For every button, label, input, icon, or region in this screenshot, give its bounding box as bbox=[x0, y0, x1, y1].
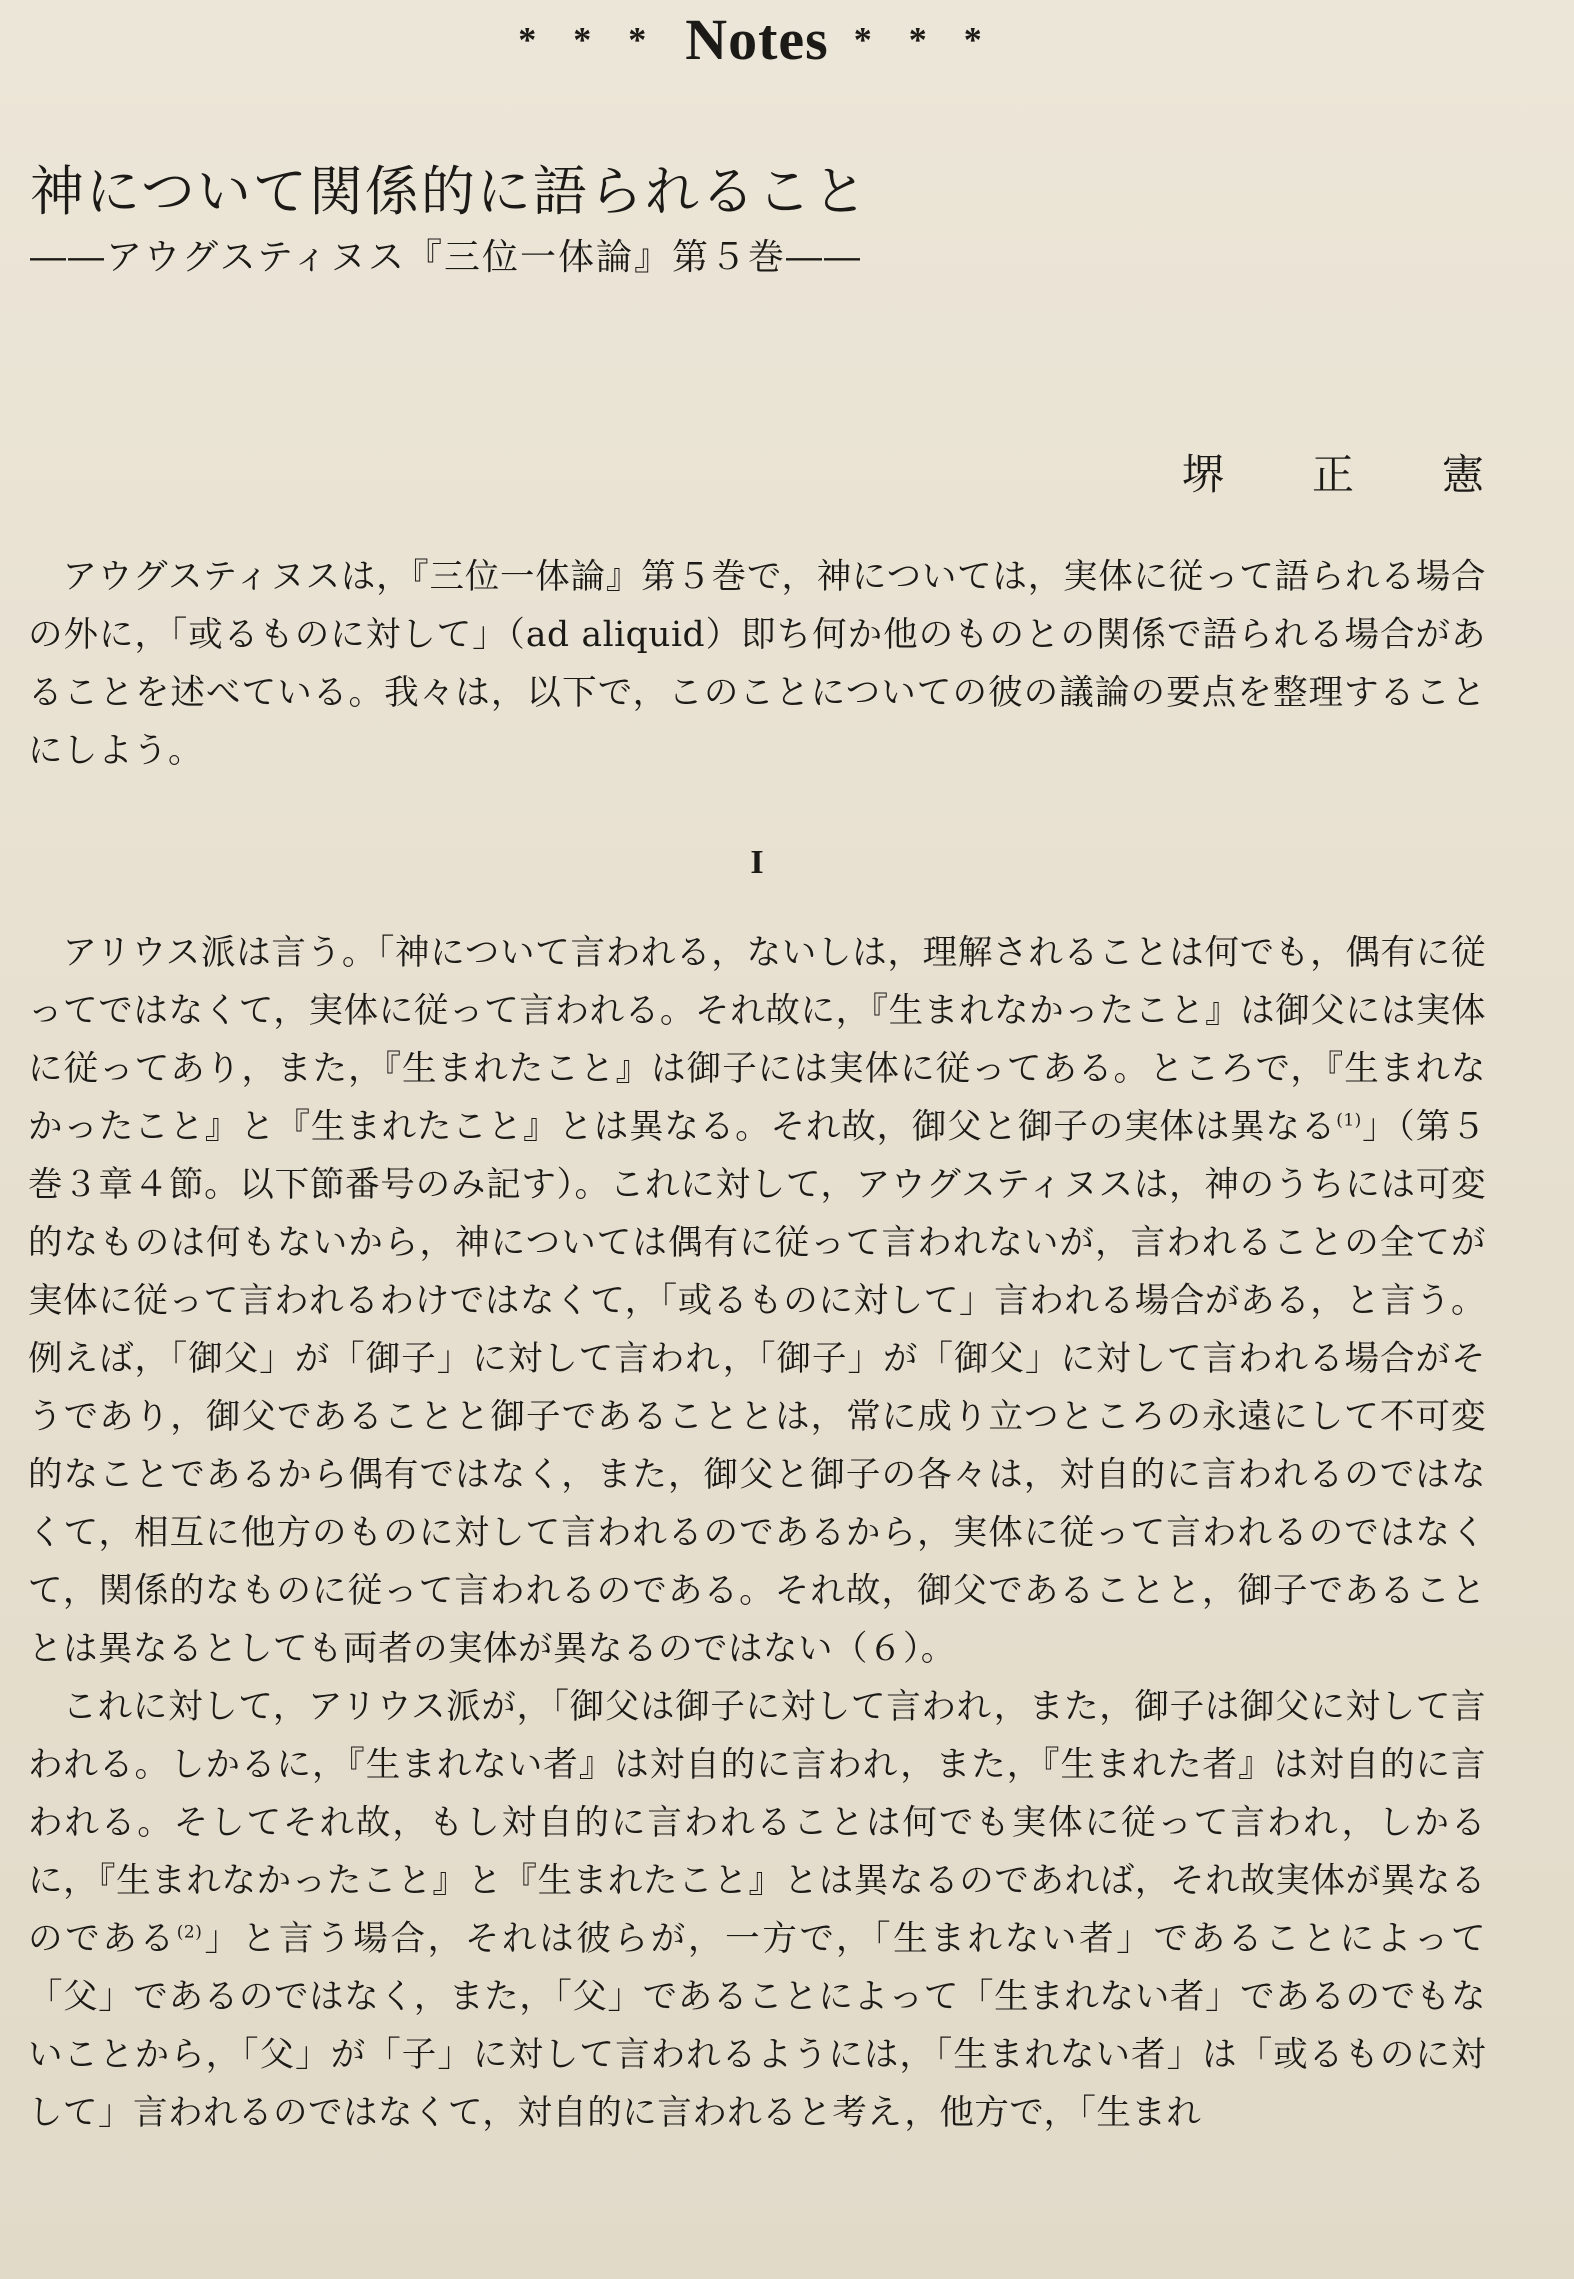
footnote-ref-1: (1) bbox=[1336, 1110, 1362, 1131]
author-name: 堺正憲 bbox=[1181, 449, 1572, 499]
paragraph-1-text-cont: 」（第５巻３章４節。以下節番号のみ記す）。これに対して，アウグスティヌスは，神のうちには可変的なものは何もないから，神については偶有に従って言われないが，言われることの全てが実体に従って言われるわけではなくて，「或るものに対して」言われる場合がある，と言う。例えば，「御父」が「御子」に対して言われ，「御子」が「御父」に対して言われる場合がそうであり，御父であることと御子であることとは，常に成り立つところの永遠にして不可変的なことであるから偶有ではなく，また，御父と御子の各々は，対自的に言われるのではなくて，相互に他方のものに対して言われるのであるから，実体に従って言われるのではなくて，関係的なものに従って言われるのである。それ故，御父であることと，御子であることとは異なるとしても両者の実体が異なるのではない（６）。 bbox=[28, 1106, 1487, 1669]
paragraph-2-text-cont: 」と言う場合，それは彼らが，一方で，「生まれない者」であることによって「父」であるのではなく，また，「父」であることによって「生まれない者」であるのでもないことから，「父」が「子」に対して言われるようには，「生まれない者」は「或るものに対して」言われるのではなくて，対自的に言われると考え，他方で，「生まれ bbox=[28, 1918, 1487, 2133]
header-stars-left: * * * bbox=[518, 19, 661, 60]
section-heading: I bbox=[750, 843, 764, 881]
footnote-ref-2: (2) bbox=[176, 1922, 203, 1943]
intro-paragraph: アウグスティヌスは，『三位一体論』第５巻で，神については，実体に従って語られる場合の外に，「或るものに対して」（ad aliquid）即ち何か他のものとの関係で語られる場合があることを述べている。我々は，以下で，このことについての彼の議論の要点を整理することにしよう。 bbox=[28, 556, 1486, 771]
paragraph-2-text: これに対して，アリウス派が，「御父は御子に対して言われ，また，御子は御父に対して言われる。しかるに，『生まれない者』は対自的に言われ，また，『生まれた者』は対自的に言われる。そしてそれ故，もし対自的に言われることは何でも実体に従って言われ，しかるに，『生まれなかったこと』と『生まれたこと』とは異なるのであれば，それ故実体が異なるのである bbox=[28, 1686, 1486, 1959]
notes-label: Notes bbox=[685, 7, 829, 72]
notes-header bbox=[28, 0, 1486, 82]
body-paragraph-2 bbox=[28, 1678, 1486, 2142]
header-stars-right: * * * bbox=[853, 19, 996, 60]
article-subtitle: ――アウグスティヌス『三位一体論』第５巻―― bbox=[30, 236, 863, 278]
body-paragraph-1 bbox=[28, 924, 1486, 1678]
paragraph-1-text: アリウス派は言う。「神について言われる，ないしは，理解されることは何でも，偶有に従ってではなくて，実体に従って言われる。それ故に，『生まれなかったこと』は御父には実体に従ってあり，また，『生まれたこと』は御子には実体に従ってある。ところで，『生まれなかったこと』と『生まれたこと』とは異なる。それ故，御父と御子の実体は異なる bbox=[28, 932, 1486, 1147]
article-title: 神について関係的に語られること bbox=[30, 160, 869, 223]
